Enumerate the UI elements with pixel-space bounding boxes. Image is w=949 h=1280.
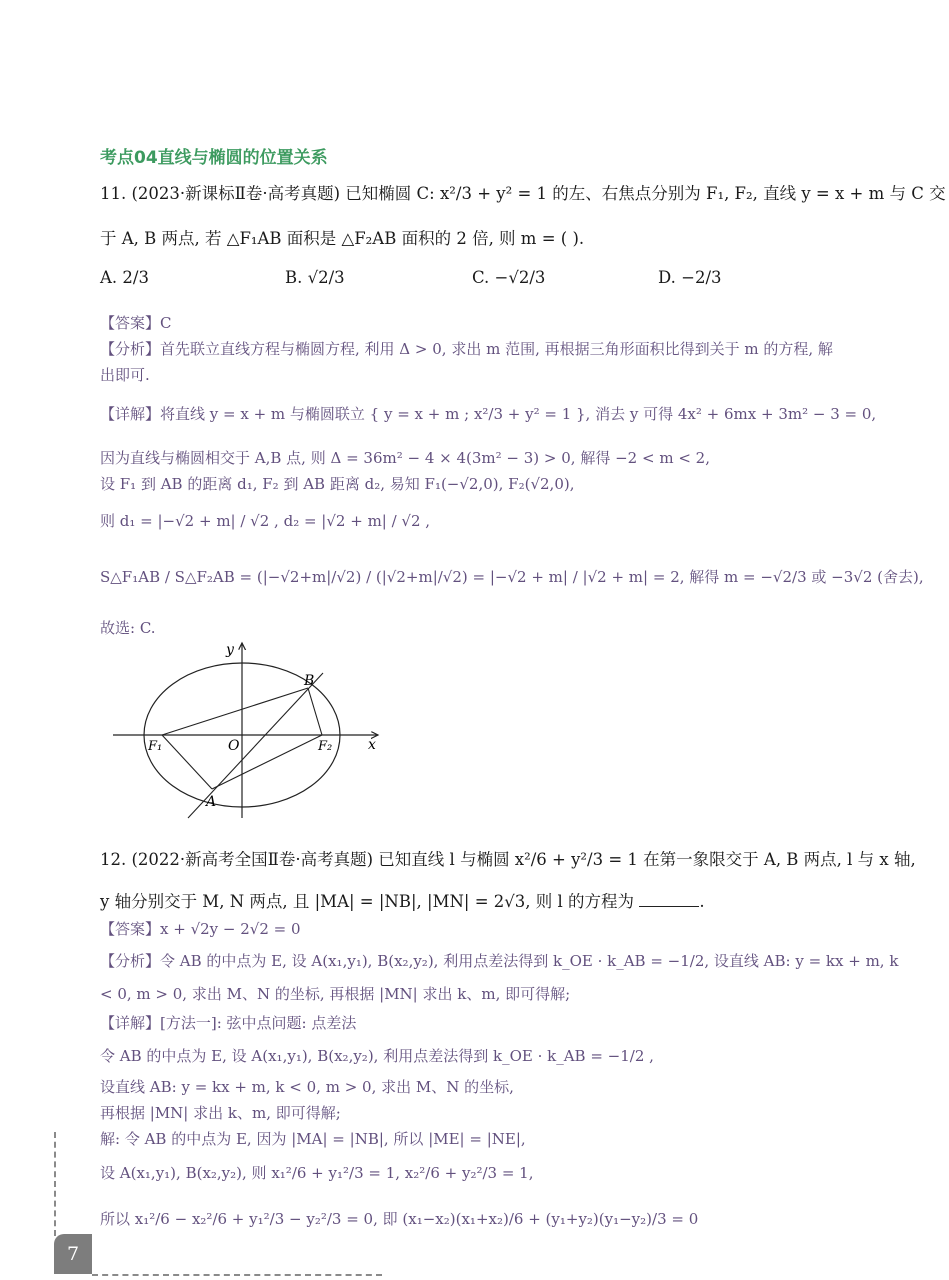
- label-b: B: [304, 673, 315, 689]
- q12-detail-line2: 令 AB 的中点为 E, 设 A(x₁,y₁), B(x₂,y₂), 利用点差法得到 k_OE · k_AB = −1/2 ,: [100, 1047, 654, 1065]
- segment-f1-a: [162, 735, 212, 789]
- q12-analysis-line2: < 0, m > 0, 求出 M、N 的坐标, 再根据 |MN| 求出 k、m, 即可得解;: [100, 985, 571, 1003]
- q12-detail-line6: 设 A(x₁,y₁), B(x₂,y₂), 则 x₁²/6 + y₁²/3 = 1, x₂²/6 + y₂²/3 = 1,: [100, 1164, 534, 1182]
- q11-analysis-line2: 出即可.: [100, 366, 150, 384]
- label-a: A: [206, 794, 217, 810]
- q11-detail-line1: 【详解】将直线 y = x + m 与椭圆联立 { y = x + m ; x²/3 + y² = 1 }, 消去 y 可得 4x² + 6mx + 3m² − 3 = 0,: [100, 405, 877, 423]
- q12-stem-line1: 12. (2022·新高考全国Ⅱ卷·高考真题) 已知直线 l 与椭圆 x²/6 + y²/3 = 1 在第一象限交于 A, B 两点, l 与 x 轴,: [100, 850, 916, 869]
- q11-detail-line5: S△F₁AB / S△F₂AB = (|−√2+m|/√2) / (|√2+m|/√2) = |−√2 + m| / |√2 + m| = 2, 解得 m = −√2/3 或 −3√2 (舍去),: [100, 568, 924, 586]
- answer-blank: [639, 906, 699, 907]
- q12-detail-line1: 【详解】[方法一]: 弦中点问题: 点差法: [100, 1014, 357, 1032]
- q12-detail-line5: 解: 令 AB 的中点为 E, 因为 |MA| = |NB|, 所以 |ME| = |NE|,: [100, 1130, 526, 1148]
- label-x: x: [368, 737, 376, 753]
- q11-option-d: D. −2/3: [658, 268, 722, 287]
- label-f2: F₂: [318, 739, 333, 754]
- ellipse-figure: [108, 638, 398, 823]
- page-border-dashed-horizontal: [92, 1274, 382, 1276]
- q12-answer: 【答案】x + √2y − 2√2 = 0: [100, 920, 301, 938]
- page-border-dashed-vertical: [54, 1132, 56, 1236]
- q12-analysis-line1: 【分析】令 AB 的中点为 E, 设 A(x₁,y₁), B(x₂,y₂), 利用点差法得到 k_OE · k_AB = −1/2, 设直线 AB: y = kx + m, k: [100, 952, 899, 970]
- q11-detail-line2: 因为直线与椭圆相交于 A,B 点, 则 Δ = 36m² − 4 × 4(3m² − 3) > 0, 解得 −2 < m < 2,: [100, 449, 710, 467]
- q12-detail-line3: 设直线 AB: y = kx + m, k < 0, m > 0, 求出 M、N 的坐标,: [100, 1078, 514, 1096]
- label-o: O: [228, 738, 240, 754]
- q12-stem-line2-end: .: [699, 892, 705, 911]
- segment-f2-b: [308, 688, 322, 735]
- q11-stem-line2: 于 A, B 两点, 若 △F₁AB 面积是 △F₂AB 面积的 2 倍, 则 m = ( ).: [100, 229, 585, 248]
- segment-f1-b: [162, 688, 308, 735]
- q12-detail-line7: 所以 x₁²/6 − x₂²/6 + y₁²/3 − y₂²/3 = 0, 即 (x₁−x₂)(x₁+x₂)/6 + (y₁+y₂)(y₁−y₂)/3 = 0: [100, 1210, 699, 1228]
- q12-stem-line2: [100, 888, 705, 912]
- q11-answer: 【答案】C: [100, 314, 172, 332]
- q11-detail-line4: 则 d₁ = |−√2 + m| / √2 , d₂ = |√2 + m| / √2 ,: [100, 512, 431, 530]
- q11-analysis-line1: 【分析】首先联立直线方程与椭圆方程, 利用 Δ > 0, 求出 m 范围, 再根据三角形面积比得到关于 m 的方程, 解: [100, 340, 833, 358]
- q12-detail-line4: 再根据 |MN| 求出 k、m, 即可得解;: [100, 1104, 341, 1122]
- q11-detail-line3: 设 F₁ 到 AB 的距离 d₁, F₂ 到 AB 距离 d₂, 易知 F₁(−√2,0), F₂(√2,0),: [100, 475, 575, 493]
- q11-option-b: B. √2/3: [285, 268, 345, 287]
- q11-detail-line6: 故选: C.: [100, 619, 156, 637]
- q11-option-a: A. 2/3: [100, 268, 149, 287]
- label-y: y: [226, 642, 234, 658]
- section-title: 考点04直线与椭圆的位置关系: [100, 148, 328, 168]
- page-number: 7: [54, 1234, 92, 1274]
- label-f1: F₁: [148, 739, 163, 754]
- q12-stem-line2-text: y 轴分别交于 M, N 两点, 且 |MA| = |NB|, |MN| = 2√3, 则 l 的方程为: [100, 892, 635, 911]
- q11-stem-line1: 11. (2023·新课标Ⅱ卷·高考真题) 已知椭圆 C: x²/3 + y² = 1 的左、右焦点分别为 F₁, F₂, 直线 y = x + m 与 C 交: [100, 184, 946, 203]
- q11-option-c: C. −√2/3: [472, 268, 546, 287]
